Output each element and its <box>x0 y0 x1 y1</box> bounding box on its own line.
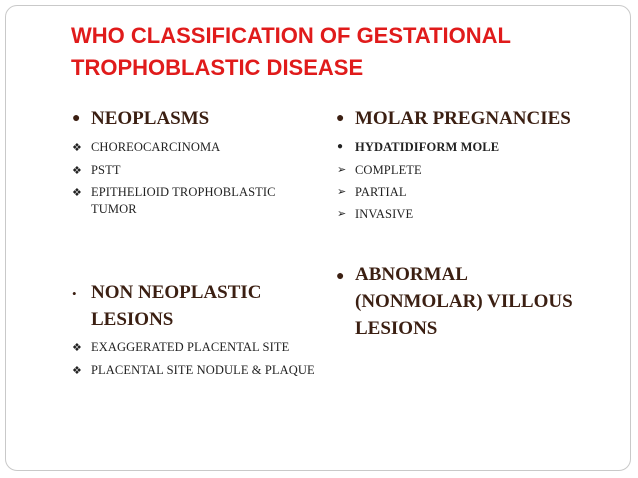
bullet-dot-icon: ● <box>336 111 345 126</box>
diamond-bullet-icon: ❖ <box>72 165 82 177</box>
list-item-invasive: INVASIVE <box>355 207 414 221</box>
molar-heading: MOLAR PREGNANCIES <box>355 108 571 129</box>
slide-title <box>71 20 611 84</box>
diamond-bullet-icon: ❖ <box>72 142 82 154</box>
list-item-partial: PARTIAL <box>355 185 407 199</box>
list-item-epithelioid: EPITHELIOID TROPHOBLASTIC <box>91 185 276 199</box>
abnormal-heading-1: ABNORMAL <box>355 264 468 285</box>
arrow-bullet-icon: ➢ <box>337 186 347 198</box>
bullet-dot-icon: ● <box>337 141 344 152</box>
diamond-bullet-icon: ❖ <box>72 365 82 377</box>
bullet-dot-icon: ● <box>72 111 81 126</box>
list-item-choreocarcinoma: CHOREOCARCINOMA <box>91 140 221 154</box>
list-item-complete: COMPLETE <box>355 163 422 177</box>
arrow-bullet-icon: ➢ <box>337 164 347 176</box>
bullet-dot-icon: ● <box>336 269 345 284</box>
arrow-bullet-icon: ➢ <box>337 208 347 220</box>
list-item-nodule: PLACENTAL SITE NODULE & PLAQUE <box>91 363 315 377</box>
neoplasms-heading: NEOPLASMS <box>91 108 210 129</box>
bullet-dot-icon: • <box>72 286 77 301</box>
list-item-pstt: PSTT <box>91 163 121 177</box>
list-item-epithelioid-cont: TUMOR <box>91 202 137 216</box>
title-line-2: TROPHOBLASTIC DISEASE <box>71 55 364 80</box>
abnormal-heading-2: (NONMOLAR) VILLOUS <box>355 291 573 312</box>
title-line-1: WHO CLASSIFICATION OF GESTATIONAL <box>71 23 511 48</box>
list-item-exaggerated: EXAGGERATED PLACENTAL SITE <box>91 340 290 354</box>
diamond-bullet-icon: ❖ <box>72 187 82 199</box>
hydatidiform-mole-label: HYDATIDIFORM MOLE <box>355 140 500 154</box>
abnormal-heading-3: LESIONS <box>355 318 438 339</box>
diamond-bullet-icon: ❖ <box>72 342 82 354</box>
non-neoplastic-heading-2: LESIONS <box>91 309 174 330</box>
non-neoplastic-heading-1: NON NEOPLASTIC <box>91 282 262 303</box>
